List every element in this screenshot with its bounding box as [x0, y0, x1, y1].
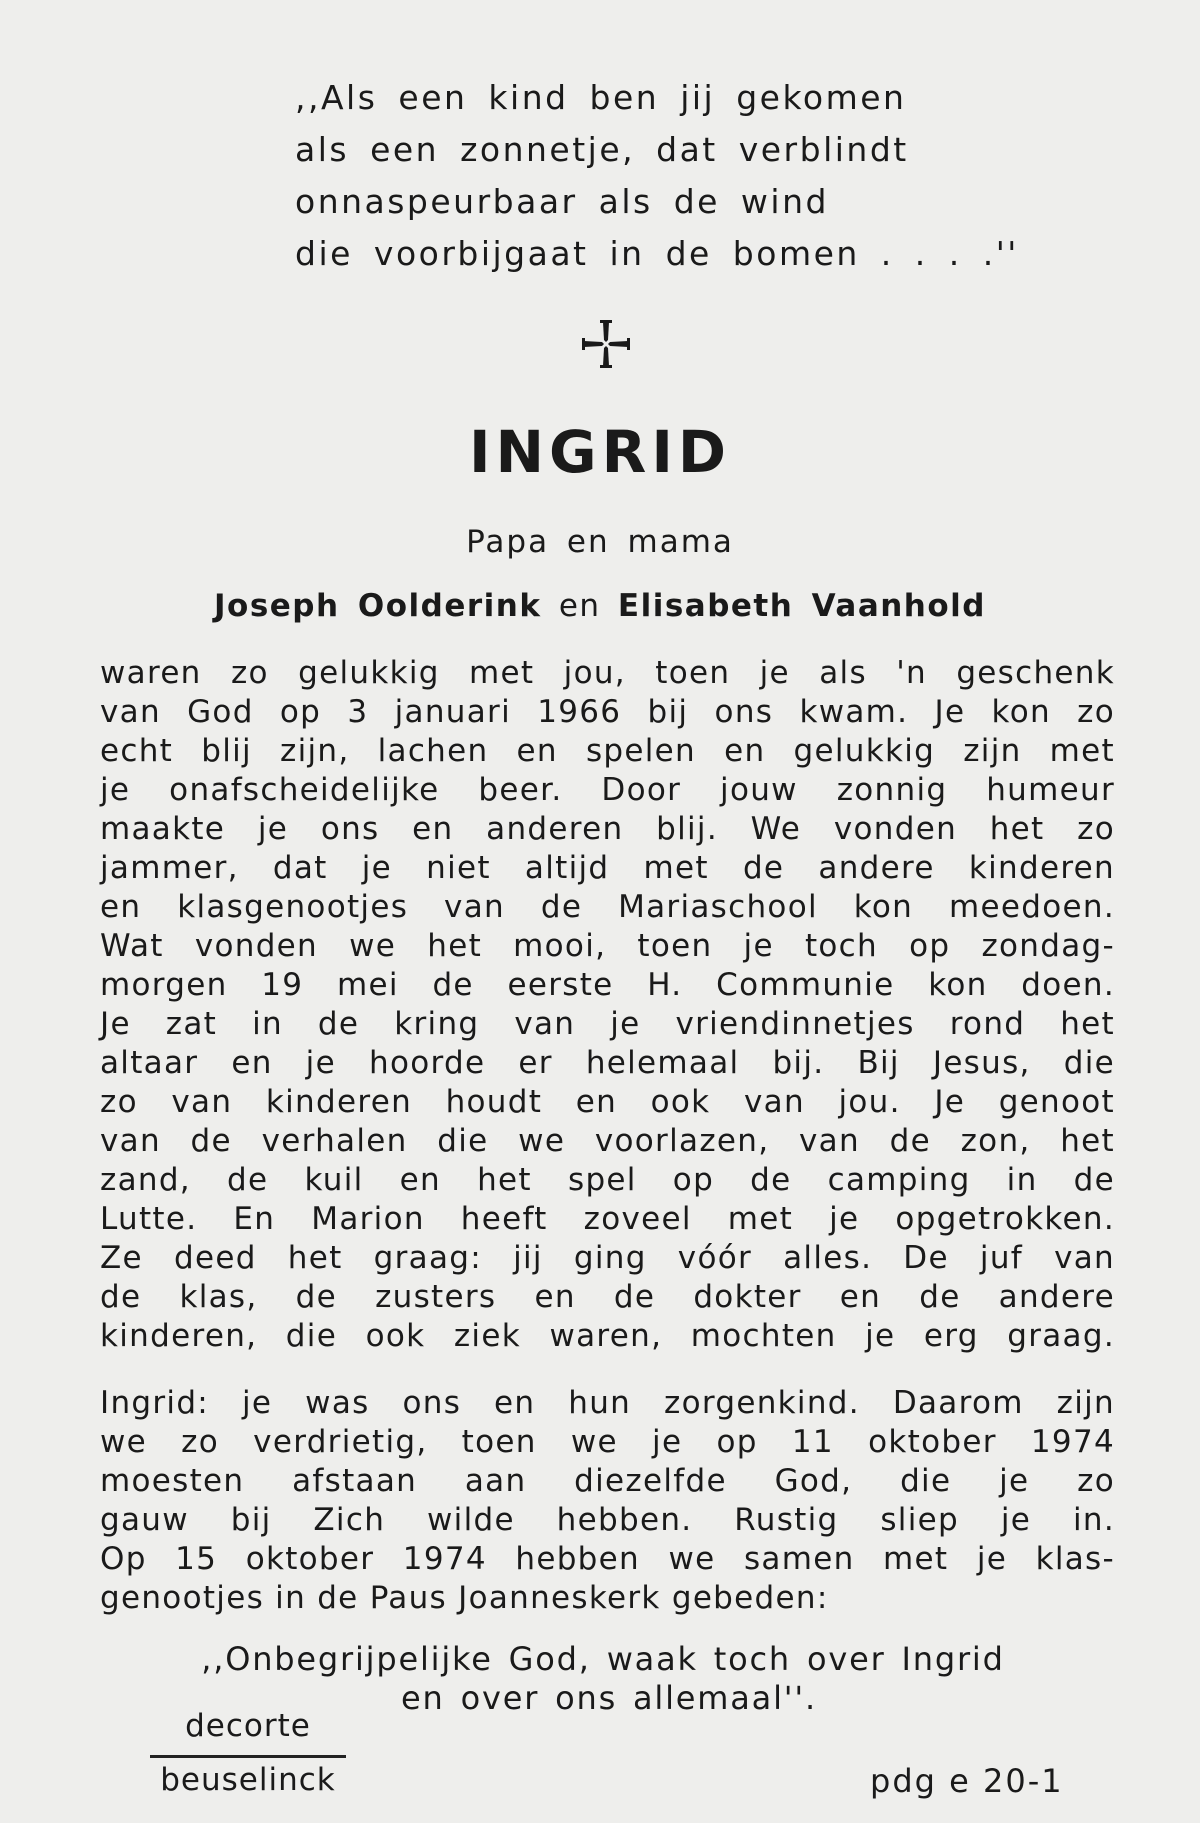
parents-intro: Papa en mama [466, 524, 734, 560]
text-line: je onafscheidelijke beer. Door jouw zonnig humeur [100, 772, 1115, 808]
parents-conjunction: en [558, 588, 601, 624]
cross-pattee-icon [580, 318, 632, 370]
poem-line: als een zonnetje, dat verblindt [295, 130, 909, 169]
text-line: we zo verdrietig, toen we je op 11 oktober 1974 [100, 1424, 1115, 1460]
text-line: genootjes in de Paus Joanneskerk gebeden: [100, 1580, 829, 1616]
prayer-line: en over ons allemaal''. [401, 1679, 817, 1717]
mother-name: Elisabeth Vaanhold [617, 588, 986, 624]
paragraph-2 [100, 1384, 1115, 1618]
text-line: gauw bij Zich wilde hebben. Rustig sliep je in. [100, 1502, 1115, 1538]
text-line: kinderen, die ook ziek waren, mochten je erg graag. [100, 1318, 1115, 1354]
printer-name-top: decorte [185, 1708, 311, 1744]
text-line: Op 15 oktober 1974 hebben we samen met je klas- [100, 1541, 1115, 1577]
printer-name-bottom: beuselinck [160, 1762, 336, 1798]
deceased-name: INGRID [468, 418, 732, 486]
text-line: jammer, dat je niet altijd met de andere kinderen [100, 850, 1115, 886]
poem [295, 72, 1019, 280]
text-line: moesten afstaan aan diezelfde God, die je zo [100, 1463, 1115, 1499]
text-line: Wat vonden we het mooi, toen je toch op zondag- [100, 928, 1115, 964]
text-line: van de verhalen die we voorlazen, van de zon, het [100, 1123, 1115, 1159]
text-line: echt blij zijn, lachen en spelen en gelukkig zijn met [100, 733, 1115, 769]
poem-line: ,,Als een kind ben jij gekomen [295, 78, 907, 117]
text-line: en klasgenootjes van de Mariaschool kon meedoen. [100, 889, 1115, 925]
text-line: maakte je ons en anderen blij. We vonden het zo [100, 811, 1115, 847]
parents-names [0, 588, 1200, 624]
prayer [0, 1640, 1200, 1718]
text-line: morgen 19 mei de eerste H. Communie kon doen. [100, 967, 1115, 1003]
father-name: Joseph Oolderink [214, 588, 542, 624]
text-line: waren zo gelukkig met jou, toen je als 'n geschenk [100, 655, 1115, 691]
text-line: zo van kinderen houdt en ook van jou. Je genoot [100, 1084, 1115, 1120]
text-line: zand, de kuil en het spel op de camping in de [100, 1162, 1115, 1198]
text-line: altaar en je hoorde er helemaal bij. Bij Jesus, die [100, 1045, 1115, 1081]
text-line: de klas, de zusters en de dokter en de andere [100, 1279, 1115, 1315]
text-line: van God op 3 januari 1966 bij ons kwam. Je kon zo [100, 694, 1115, 730]
prayer-line: ,,Onbegrijpelijke God, waak toch over Ingrid [201, 1640, 1005, 1678]
poem-line: onnaspeurbaar als de wind [295, 182, 829, 221]
paragraph-1 [100, 654, 1115, 1356]
printer-divider [150, 1755, 346, 1758]
poem-line: die voorbijgaat in de bomen . . . .'' [295, 234, 1019, 273]
print-code: pdg e 20-1 [870, 1762, 1064, 1800]
text-line: Ze deed het graag: jij ging vóór alles. De juf van [100, 1240, 1115, 1276]
text-line: Je zat in de kring van je vriendinnetjes rond het [100, 1006, 1115, 1042]
text-line: Lutte. En Marion heeft zoveel met je opgetrokken. [100, 1201, 1115, 1237]
text-line: Ingrid: je was ons en hun zorgenkind. Daarom zijn [100, 1385, 1115, 1421]
